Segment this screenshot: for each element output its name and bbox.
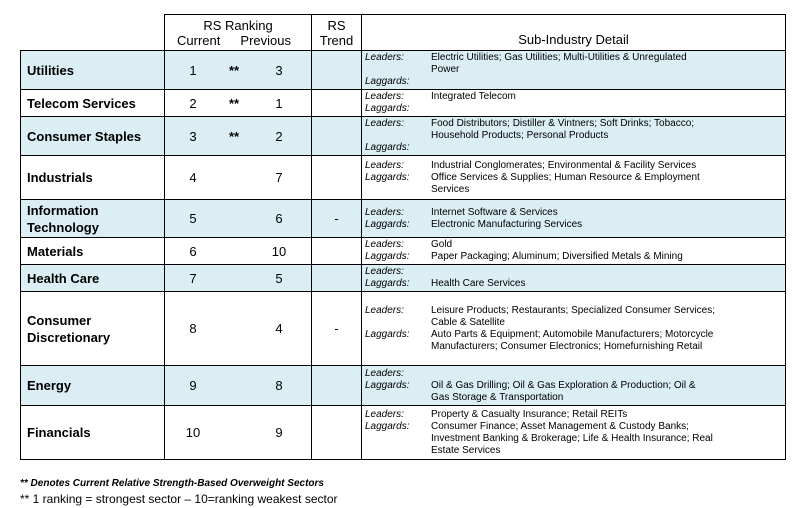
current-rank: 8	[189, 321, 197, 336]
sub-industry-detail	[362, 200, 786, 238]
laggards-line	[365, 103, 782, 115]
laggards-label	[365, 341, 431, 353]
laggards-text: Electronic Manufacturing Services	[431, 218, 583, 230]
leaders-text: Electric Utilities; Gas Utilities; Multi-Utilities & Unregulated	[431, 52, 687, 63]
leaders-label: Leaders:	[365, 52, 404, 63]
footnote-overweight: ** Denotes Current Relative Strength-Based Overweight Sectors	[20, 478, 324, 489]
laggards-label: Laggards:	[365, 218, 410, 230]
previous-rank: 8	[275, 378, 283, 393]
sector-name: Financials	[21, 406, 165, 460]
current-rank: 2	[189, 95, 197, 111]
laggards-line	[365, 392, 782, 404]
table-row	[21, 238, 786, 265]
table-row	[21, 117, 786, 156]
laggards-text	[431, 142, 782, 154]
leaders-line	[365, 266, 782, 278]
header-blank	[21, 15, 165, 51]
laggards-label: Laggards:	[365, 142, 410, 153]
table-row	[21, 200, 786, 238]
sector-name: Utilities	[21, 51, 165, 90]
sub-industry-detail	[362, 90, 786, 117]
sub-industry-detail	[362, 51, 786, 90]
leaders-text: Leisure Products; Restaurants; Specialized Consumer Services;	[431, 304, 716, 316]
previous-rank: 3	[275, 62, 283, 78]
laggards-text: Consumer Finance; Asset Management & Custody Banks;	[431, 420, 689, 432]
leaders-line	[365, 409, 782, 421]
rs-trend	[312, 51, 362, 90]
previous-rank: 7	[275, 170, 283, 185]
laggards-label	[365, 445, 431, 457]
previous-rank: 6	[275, 211, 283, 226]
current-rank: 7	[189, 270, 197, 286]
header-rs-ranking	[165, 15, 312, 51]
sector-name: Energy	[21, 366, 165, 406]
leaders-text	[431, 368, 782, 380]
previous-rank: 9	[275, 425, 283, 440]
rs-trend	[312, 156, 362, 200]
header-rs-trend	[312, 15, 362, 51]
laggards-label: Laggards:	[365, 103, 410, 114]
ranking-cell	[165, 292, 312, 366]
laggards-line	[365, 329, 782, 341]
laggards-label: Laggards:	[365, 171, 410, 183]
laggards-line	[365, 219, 782, 231]
laggards-line	[365, 380, 782, 392]
current-rank: 9	[189, 378, 197, 393]
laggards-label: Laggards:	[365, 278, 410, 289]
sector-name: Materials	[21, 238, 165, 265]
leaders-label: Leaders:	[365, 304, 404, 316]
rs-trend-line2: Trend	[319, 32, 354, 48]
ranking-cell	[165, 265, 312, 292]
leaders-label	[365, 64, 431, 76]
leaders-line	[365, 305, 782, 317]
laggards-line	[365, 251, 782, 263]
leaders-line	[365, 239, 782, 251]
laggards-text: Services	[431, 183, 470, 195]
leaders-label: Leaders:	[365, 367, 404, 379]
laggards-line	[365, 278, 782, 290]
leaders-label	[365, 130, 431, 142]
rs-trend	[312, 406, 362, 460]
ranking-cell	[165, 156, 312, 200]
table-row	[21, 406, 786, 460]
previous-rank: 10	[271, 243, 287, 259]
current-header: Current	[177, 32, 221, 48]
leaders-line	[365, 91, 782, 103]
table-row	[21, 156, 786, 200]
laggards-label	[365, 433, 431, 445]
previous-rank: 5	[275, 270, 283, 286]
sub-industry-title: Sub-Industry Detail	[518, 32, 629, 47]
table-row	[21, 292, 786, 366]
laggards-line	[365, 341, 782, 353]
laggards-line	[365, 142, 782, 154]
rs-trend: -	[312, 200, 362, 238]
ranking-cell	[165, 51, 312, 90]
leaders-text	[431, 266, 782, 278]
leaders-text: Household Products; Personal Products	[431, 130, 609, 141]
laggards-label: Laggards:	[365, 420, 410, 432]
sub-industry-detail	[362, 292, 786, 366]
leaders-label: Leaders:	[365, 118, 404, 129]
table-row	[21, 51, 786, 90]
current-rank: 1	[189, 62, 197, 78]
ranking-cell	[165, 366, 312, 406]
leaders-text: Internet Software & Services	[431, 206, 558, 218]
overweight-marker: **	[228, 95, 240, 111]
leaders-text: Industrial Conglomerates; Environmental & Facility Services	[431, 159, 697, 171]
leaders-line	[365, 64, 782, 76]
sub-industry-detail	[362, 156, 786, 200]
sub-industry-detail	[362, 366, 786, 406]
previous-rank: 1	[275, 95, 283, 111]
previous-header: Previous	[240, 32, 291, 48]
sector-name: Consumer Staples	[21, 117, 165, 156]
leaders-line	[365, 52, 782, 64]
laggards-text	[431, 103, 782, 115]
laggards-label	[365, 184, 431, 196]
rs-trend	[312, 366, 362, 406]
current-rank: 3	[189, 128, 197, 144]
leaders-label: Leaders:	[365, 266, 404, 277]
sector-name: Telecom Services	[21, 90, 165, 117]
sector-name: Industrials	[21, 156, 165, 200]
leaders-text: Gold	[431, 239, 453, 250]
laggards-line	[365, 172, 782, 184]
overweight-marker: **	[228, 62, 240, 78]
rs-trend: -	[312, 292, 362, 366]
table-row	[21, 265, 786, 292]
leaders-label	[365, 317, 431, 329]
sector-name: Consumer Discretionary	[21, 292, 165, 366]
leaders-label: Leaders:	[365, 239, 404, 250]
laggards-text	[431, 76, 782, 88]
sub-industry-detail	[362, 238, 786, 265]
laggards-text: Manufacturers; Consumer Electronics; Homefurnishing Retail	[431, 340, 703, 352]
laggards-text: Gas Storage & Transportation	[431, 391, 564, 403]
ranking-cell	[165, 200, 312, 238]
leaders-label: Leaders:	[365, 206, 404, 218]
laggards-text: Office Services & Supplies; Human Resource & Employment	[431, 171, 700, 183]
leaders-text: Power	[431, 64, 460, 75]
laggards-label: Laggards:	[365, 379, 410, 391]
rs-trend	[312, 90, 362, 117]
laggards-label: Laggards:	[365, 76, 410, 87]
leaders-text: Food Distributors; Distiller & Vintners; Soft Drinks; Tobacco;	[431, 118, 695, 129]
current-rank: 10	[185, 425, 201, 440]
ranking-cell	[165, 90, 312, 117]
footnote-ranking: ** 1 ranking = strongest sector – 10=ranking weakest sector	[20, 492, 338, 506]
current-rank: 4	[189, 170, 197, 185]
rs-ranking-title: RS Ranking	[203, 17, 273, 33]
rs-trend-line1: RS	[327, 17, 346, 33]
laggards-line	[365, 445, 782, 457]
leaders-text: Cable & Satellite	[431, 316, 505, 328]
current-rank: 5	[189, 211, 197, 226]
laggards-line	[365, 433, 782, 445]
sector-ranking-table	[20, 14, 786, 460]
leaders-line	[365, 317, 782, 329]
laggards-text: Health Care Services	[431, 278, 526, 289]
table-row	[21, 366, 786, 406]
sub-industry-detail	[362, 117, 786, 156]
laggards-label	[365, 392, 431, 404]
ranking-cell	[165, 406, 312, 460]
rs-trend	[312, 238, 362, 265]
ranking-cell	[165, 117, 312, 156]
laggards-line	[365, 184, 782, 196]
laggards-label: Laggards:	[365, 328, 410, 340]
laggards-line	[365, 76, 782, 88]
leaders-text: Integrated Telecom	[431, 91, 516, 102]
leaders-label: Leaders:	[365, 159, 404, 171]
sub-industry-detail	[362, 406, 786, 460]
leaders-label: Leaders:	[365, 408, 404, 420]
sector-name: Health Care	[21, 265, 165, 292]
sector-name: Information Technology	[21, 200, 165, 238]
leaders-text: Property & Casualty Insurance; Retail REITs	[431, 408, 628, 420]
leaders-line	[365, 207, 782, 219]
laggards-text: Estate Services	[431, 444, 501, 456]
leaders-label: Leaders:	[365, 91, 404, 102]
leaders-line	[365, 368, 782, 380]
header-sub-industry	[362, 15, 786, 51]
laggards-text: Oil & Gas Drilling; Oil & Gas Exploration & Production; Oil &	[431, 379, 696, 391]
laggards-label: Laggards:	[365, 251, 410, 262]
current-rank: 6	[189, 243, 197, 259]
leaders-line	[365, 130, 782, 142]
laggards-line	[365, 421, 782, 433]
table-row	[21, 90, 786, 117]
rs-trend	[312, 117, 362, 156]
overweight-marker: **	[228, 128, 240, 144]
leaders-line	[365, 160, 782, 172]
ranking-cell	[165, 238, 312, 265]
previous-rank: 2	[275, 128, 283, 144]
header-row	[21, 15, 786, 51]
rs-trend	[312, 265, 362, 292]
leaders-line	[365, 118, 782, 130]
previous-rank: 4	[275, 321, 283, 336]
laggards-text: Auto Parts & Equipment; Automobile Manufacturers; Motorcycle	[431, 328, 714, 340]
laggards-text: Investment Banking & Brokerage; Life & Health Insurance; Real	[431, 432, 713, 444]
sub-industry-detail	[362, 265, 786, 292]
laggards-text: Paper Packaging; Aluminum; Diversified Metals & Mining	[431, 251, 683, 262]
